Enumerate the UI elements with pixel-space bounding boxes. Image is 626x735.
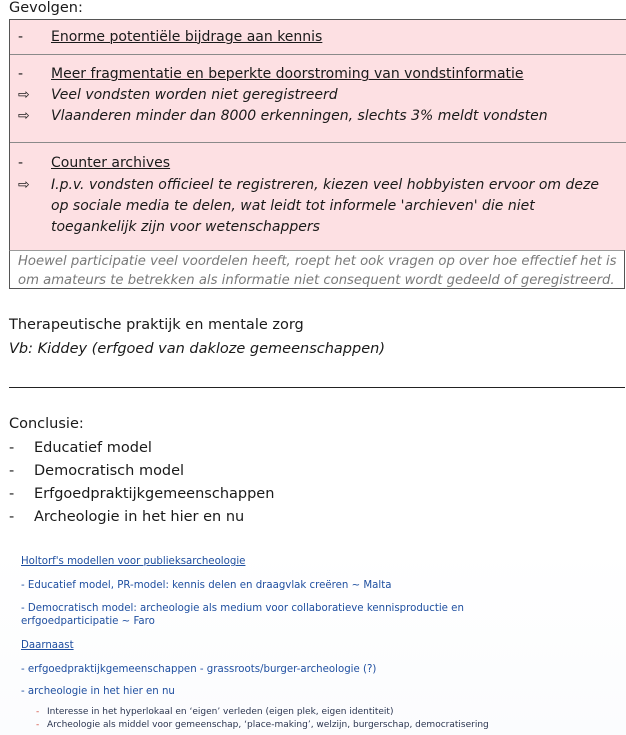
- slide-line: - Educatief model, PR-model: kennis delen en draagvlak creëren ~ Malta: [21, 580, 392, 591]
- horizontal-rule: [9, 387, 625, 388]
- right-arrow-icon: ⇨: [18, 108, 30, 124]
- divider: [10, 142, 626, 143]
- right-arrow-icon: ⇨: [18, 177, 30, 193]
- section-title-gevolgen: Gevolgen:: [9, 0, 83, 16]
- participation-note: Hoewel participatie veel voordelen heeft, roept het ook vragen op over hoe effectief het is om amateurs te betrekken als informatie niet consequent wordt gedeeld of geregistreerd.: [9, 250, 625, 289]
- therapy-title: Therapeutische praktijk en mentale zorg: [9, 317, 304, 333]
- bullet-heading: Counter archives: [51, 155, 171, 171]
- slide-heading: Holtorf's modellen voor publieksarcheologie: [21, 556, 246, 567]
- slide-subheading: Daarnaast: [21, 640, 74, 651]
- right-arrow-icon: ⇨: [18, 87, 30, 103]
- therapy-example: Vb: Kiddey (erfgoed van dakloze gemeenschappen): [9, 341, 385, 357]
- conclusie-title: Conclusie:: [9, 416, 84, 432]
- slide-line: - Democratisch model: archeologie als medium voor collaboratieve kennisproductie en erfgoedparticipatie ~ Faro: [21, 603, 464, 627]
- gevolgen-box: - Enorme potentiële bijdrage aan kennis - Meer fragmentatie en beperkte doorstroming van vondstinformatie ⇨ Veel vondsten worden niet geregistreerd ⇨ Vlaanderen minder dan 8000 erkenningen, slechts 3% meldt vondsten - Counter archives ⇨ I.p.v. vondsten officieel te registreren, kiezen veel hobbyisten ervoor om deze op sociale media te delen, wat leidt tot informele 'archieven' die niet toegankelijk zijn voor wetenschappers: [9, 19, 626, 251]
- bullet-heading: Meer fragmentatie en beperkte doorstroming van vondstinformatie: [51, 66, 524, 82]
- slide-line: - archeologie in het hier en nu: [21, 686, 175, 697]
- bullet-heading: Enorme potentiële bijdrage aan kennis: [51, 29, 323, 45]
- slide-line: - erfgoedpraktijkgemeenschappen - grassroots/burger-archeologie (?): [21, 664, 377, 675]
- divider: [10, 54, 626, 55]
- embedded-slide: Holtorf's modellen voor publieksarcheologie - Educatief model, PR-model: kennis delen en draagvlak creëren ~ Malta - Democratisch model: archeologie als medium voor collaboratieve kennisproductie en erfgoedparticipatie ~ Faro Daarnaast - erfgoedpraktijkgemeenschappen - grassroots/burger-archeologie (?) - archeologie in het hier en nu - Interesse in het hyperlokaal en ‘eigen’ verleden (eigen plek, eigen identiteit) - Archeologie als middel voor gemeenschap, ‘place-making’, welzijn, burgerschap, democratisering: [0, 546, 626, 735]
